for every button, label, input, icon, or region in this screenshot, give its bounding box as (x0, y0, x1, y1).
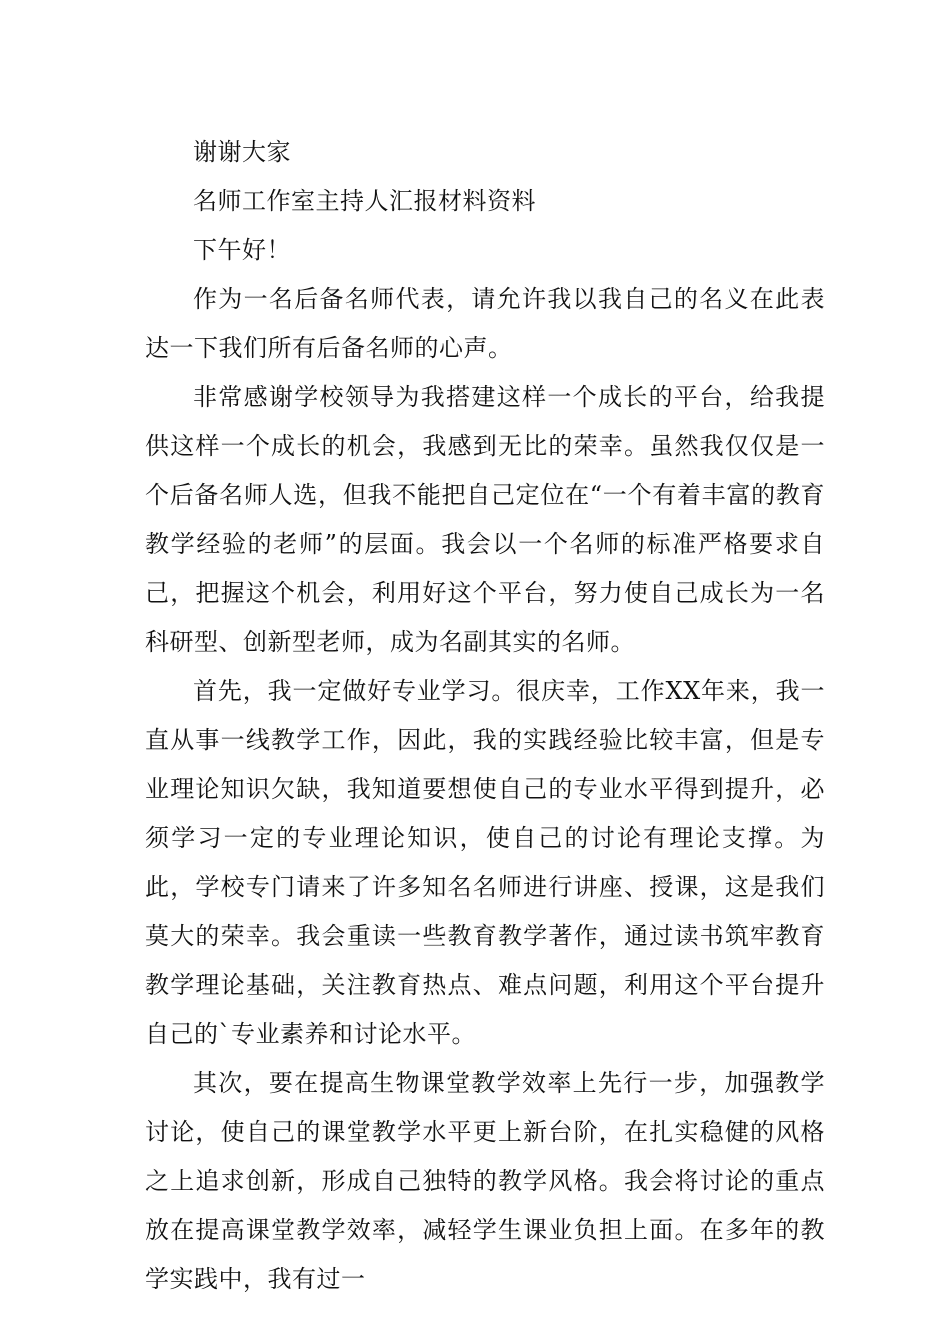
paragraph-second-point: 其次，要在提高生物课堂教学效率上先行一步，加强教学讨论，使自己的课堂教学水平更上新台阶，在扎实稳健的风格之上追求创新，形成自己独特的教学风格。我会将讨论的重点放在提高课堂教学效率，减轻学生课业负担上面。在多年的教学实践中，我有过一 (145, 1069, 825, 1293)
paragraph-first-point: 首先，我一定做好专业学习。很庆幸，工作XX年来，我一直从事一线教学工作，因此，我的实践经验比较丰富，但是专业理论知识欠缺，我知道要想使自己的专业水平得到提升，必须学习一定的专业理论知识，使自己的讨论有理论支撑。为此，学校专门请来了许多知名名师进行讲座、授课，这是我们莫大的荣幸。我会重读一些教育教学著作，通过读书筑牢教育教学理论基础，关注教育热点、难点问题，利用这个平台提升自己的`专业素养和讨论水平。 (145, 677, 825, 1048)
paragraph-closing-thanks: 谢谢大家 (193, 138, 291, 166)
paragraph-intro: 作为一名后备名师代表，请允许我以我自己的名义在此表达一下我们所有后备名师的心声。 (145, 285, 825, 362)
document-body (145, 128, 825, 1304)
paragraph-title: 名师工作室主持人汇报材料资料 (193, 187, 536, 215)
paragraph-thanks: 非常感谢学校领导为我搭建这样一个成长的平台，给我提供这样一个成长的机会，我感到无比的荣幸。虽然我仅仅是一个后备名师人选，但我不能把自己定位在“一个有着丰富的教育教学经验的老师”的层面。我会以一个名师的标准严格要求自己，把握这个机会，利用好这个平台，努力使自己成长为一名科研型、创新型老师，成为名副其实的名师。 (145, 383, 825, 656)
paragraph-greeting: 下午好！ (193, 236, 291, 264)
